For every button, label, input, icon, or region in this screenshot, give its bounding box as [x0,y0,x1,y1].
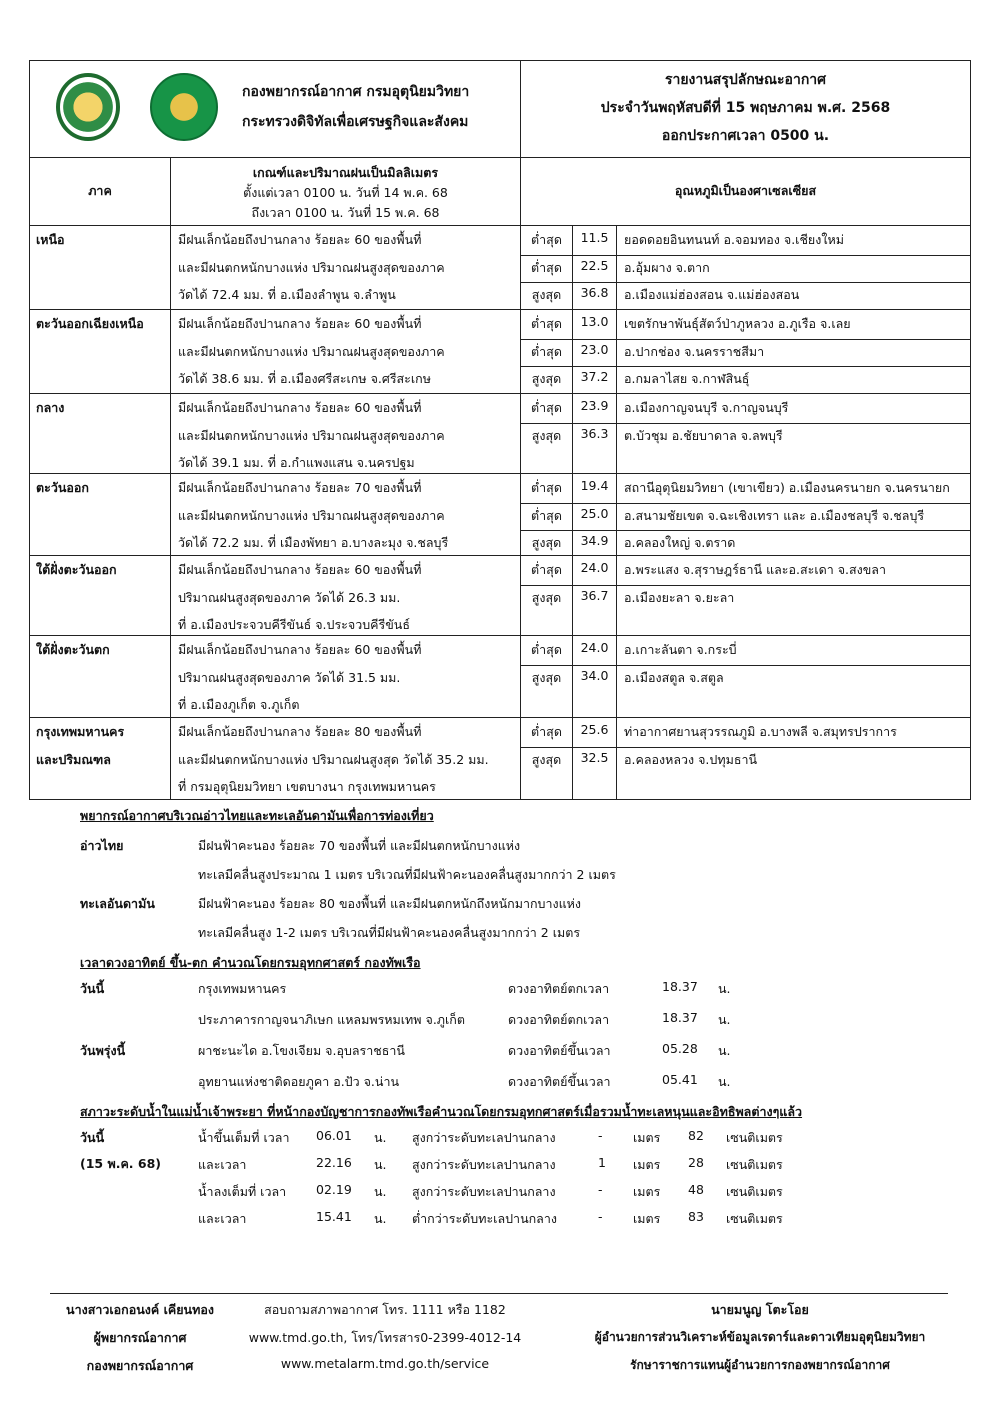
rain-summary-line: มีฝนเล็กน้อยถึงปานกลาง ร้อยละ 60 ของพื้นที่ [178,400,422,415]
forecaster-dept: กองพยากรณ์อากาศ [86,1358,194,1373]
temp-type: สูงสุด [531,751,562,767]
tide-ref: ต่ำกว่าระดับทะเลปานกลาง [412,1211,557,1226]
temp-type: ต่ำสุด [531,316,562,331]
rain-summary-line: และมีฝนตกหนักบางแห่ง ปริมาณฝนสูงสุดของภาค [178,507,445,523]
director-title: ผู้อำนวยการส่วนวิเคราะห์ข้อมูลเรดาร์และดาวเทียมอุตุนิยมวิทยา [594,1330,926,1344]
temp-location: อ.อุ้มผาง จ.ตาก [624,259,710,275]
tide-mu: เมตร [633,1130,661,1145]
director-acting-title: รักษาราชการแทนผู้อำนวยการกองพยากรณ์อากาศ [630,1358,890,1372]
sea-forecast-line: ทะเลมีคลื่นสูงประมาณ 1 เมตร บริเวณที่มีฝนฟ้าคะนองคลื่นสูงมากกว่า 2 เมตร [198,867,616,882]
temp-type: ต่ำสุด [531,562,562,577]
temp-row-divider [521,423,970,424]
rain-summary-line: มีฝนเล็กน้อยถึงปานกลาง ร้อยละ 60 ของพื้นที่ [178,232,422,247]
temp-type: ต่ำสุด [531,724,562,739]
temp-type: สูงสุด [531,427,562,443]
col-rain-period-start: ตั้งแต่เวลา 0100 น. วันที่ 14 พ.ค. 68 [243,185,448,200]
tide-ref: สูงกว่าระดับทะเลปานกลาง [412,1184,556,1199]
rain-summary-line: วัดได้ 39.1 มม. ที่ อ.กำแพงแสน จ.นครปฐม [178,455,415,470]
tourism-title: พยากรณ์อากาศบริเวณอ่าวไทยและทะเลอันดามันเพื่อการท่องเที่ยว [80,808,434,823]
sun-day: วันพรุ่งนี้ [80,1043,126,1058]
rain-summary-line: มีฝนเล็กน้อยถึงปานกลาง ร้อยละ 80 ของพื้นที่ [178,724,422,739]
temp-value: 23.0 [580,341,609,357]
report-date: ประจำวันพฤหัสบดีที่ 15 พฤษภาคม พ.ศ. 2568 [600,100,891,116]
forecaster-name: นางสาวเอกอนงค์ เคียนทอง [66,1302,214,1317]
sun-unit: น. [718,1012,731,1027]
sun-time: 18.37 [662,1010,698,1025]
tide-title: สภาวะระดับน้ำในแม่น้ำเจ้าพระยา ที่หน้ากองบัญชาการกองทัพเรือคำนวณโดยกรมอุทกศาสตร์เมื่อรวมน้ำทะเลหนุนและอิทธิพลต่างๆแล้ว [80,1104,803,1119]
temp-location: ยอดดอยอินทนนท์ อ.จอมทอง จ.เชียงใหม่ [624,232,844,247]
ministry-logo [56,73,120,141]
temp-type: สูงสุด [531,535,562,550]
temp-value: 34.0 [580,667,609,683]
rain-summary-line: และมีฝนตกหนักบางแห่ง ปริมาณฝนสูงสุด วัดได้ 35.2 มม. [178,751,489,767]
tide-u: น. [374,1184,387,1199]
temp-type: ต่ำสุด [531,259,562,275]
tmd-logo [150,73,218,141]
temp-location: ต.บัวชุม อ.ชัยบาดาล จ.ลพบุรี [624,427,783,443]
temp-location: อ.เมืองสตูล จ.สตูล [624,669,724,685]
temp-row-divider [521,366,970,367]
tide-m: 1 [598,1155,606,1170]
temp-value: 25.0 [580,505,609,521]
temp-row-divider [521,503,970,504]
sun-title: เวลาดวงอาทิตย์ ขึ้น-ตก คำนวณโดยกรมอุทกศาสตร์ กองทัพเรือ [80,955,421,970]
temp-location: อ.ปากช่อง จ.นครราชสีมา [624,343,765,359]
sun-place: ประภาคารกาญจนาภิเษก แหลมพรหมเทพ จ.ภูเก็ต [198,1012,465,1027]
rain-summary-line: มีฝนเล็กน้อยถึงปานกลาง ร้อยละ 60 ของพื้นที่ [178,316,422,331]
rain-summary-line: ปริมาณฝนสูงสุดของภาค วัดได้ 26.3 มม. [178,589,401,605]
forecaster-role: ผู้พยากรณ์อากาศ [93,1330,187,1345]
temp-value: 24.0 [580,560,609,575]
org-name: กองพยากรณ์อากาศ กรมอุตุนิยมวิทยา [242,84,470,100]
sun-unit: น. [718,1074,731,1089]
rain-summary-line: ปริมาณฝนสูงสุดของภาค วัดได้ 31.5 มม. [178,669,401,685]
temp-row-divider [521,530,970,531]
tide-u: น. [374,1130,387,1145]
tide-cmu: เซนติเมตร [726,1157,783,1172]
temp-location: อ.เมืองกาญจนบุรี จ.กาญจนบุรี [624,400,789,415]
temp-value: 25.6 [580,722,609,737]
temp-type: ต่ำสุด [531,507,562,523]
temp-value: 36.7 [580,587,609,603]
temp-location: อ.พระแสง จ.สุราษฎร์ธานี และอ.สะเดา จ.สงขลา [624,562,886,577]
temp-location: เขตรักษาพันธุ์สัตว์ป่าภูหลวง อ.ภูเรือ จ.เลย [624,316,851,331]
temp-location: อ.สนามชัยเขต จ.ฉะเชิงเทรา และ อ.เมืองชลบุรี จ.ชลบุรี [624,507,925,523]
sun-event: ดวงอาทิตย์ตกเวลา [508,981,610,996]
director-name: นายมนูญ โตะโอย [711,1302,809,1317]
col-rain-period-end: ถึงเวลา 0100 น. วันที่ 15 พ.ค. 68 [251,205,440,220]
col-temp-header: อุณหภูมิเป็นองศาเซลเซียส [674,183,817,198]
rain-summary-line: มีฝนเล็กน้อยถึงปานกลาง ร้อยละ 70 ของพื้นที่ [178,480,422,495]
tide-label: และเวลา [198,1157,247,1172]
temp-value: 11.5 [580,230,609,245]
sun-place: อุทยานแห่งชาติดอยภูคา อ.ปัว จ.น่าน [198,1074,400,1089]
temp-row-divider [521,282,970,283]
tide-m: - [598,1182,603,1197]
sea-area-label: ทะเลอันดามัน [80,896,155,911]
region-name: ใต้ฝั่งตะวันออก [36,562,117,577]
temp-value: 36.3 [580,425,609,441]
sun-event: ดวงอาทิตย์ขึ้นเวลา [508,1074,611,1089]
tide-date: (15 พ.ค. 68) [80,1156,162,1171]
rain-summary-line: มีฝนเล็กน้อยถึงปานกลาง ร้อยละ 60 ของพื้นที่ [178,642,422,657]
weather-summary-table [29,60,971,800]
temp-location: อ.คลองใหญ่ จ.ตราด [624,535,736,550]
temp-location: อ.กมลาไสย จ.กาฬสินธุ์ [624,371,750,386]
temp-location: สถานีอุตุนิยมวิทยา (เขาเขียว) อ.เมืองนครนายก จ.นครนายก [624,480,950,495]
tide-cm: 83 [688,1209,704,1224]
region-name: และปริมณฑล [36,752,111,767]
temp-type: สูงสุด [531,371,562,386]
sea-forecast-line: มีฝนฟ้าคะนอง ร้อยละ 70 ของพื้นที่ และมีฝนตกหนักบางแห่ง [198,838,521,853]
temp-value: 22.5 [580,257,609,273]
temp-value: 36.8 [580,285,609,300]
temp-row-divider [521,665,970,666]
region-name: เหนือ [36,232,65,247]
temp-location: อ.คลองหลวง จ.ปทุมธานี [624,751,758,767]
tide-ref: สูงกว่าระดับทะเลปานกลาง [412,1157,556,1172]
sun-place: กรุงเทพมหานคร [198,981,287,996]
rain-summary-line: ที่ กรมอุตุนิยมวิทยา เขตบางนา กรุงเทพมหานคร [178,779,436,794]
rain-summary-line: วัดได้ 72.4 มม. ที่ อ.เมืองลำพูน จ.ลำพูน [178,287,396,302]
temp-location: อ.เกาะลันตา จ.กระบี่ [624,642,737,657]
report-title: รายงานสรุปลักษณะอากาศ [664,72,827,88]
contact-website[interactable]: www.tmd.go.th, โทร/โทรสาร0-2399-4012-14 [248,1330,522,1345]
region-name: กลาง [36,400,65,415]
sea-forecast-line: มีฝนฟ้าคะนอง ร้อยละ 80 ของพื้นที่ และมีฝนตกหนักถึงหนักมากบางแห่ง [198,896,581,911]
temp-type: ต่ำสุด [531,232,562,247]
temp-type: ต่ำสุด [531,480,562,495]
tide-label: น้ำขึ้นเต็มที่ เวลา [198,1130,290,1145]
temp-location: ท่าอากาศยานสุวรรณภูมิ อ.บางพลี จ.สมุทรปราการ [624,724,897,739]
col-rain-header: เกณฑ์และปริมาณฝนเป็นมิลลิเมตร [252,165,439,180]
tide-m: - [598,1128,603,1143]
tide-u: น. [374,1157,387,1172]
tide-label: และเวลา [198,1211,247,1226]
region-name: ตะวันออก [36,480,89,495]
tide-m: - [598,1209,603,1224]
sun-unit: น. [718,1043,731,1058]
temp-type: ต่ำสุด [531,400,562,415]
contact-service-link[interactable]: www.metalarm.tmd.go.th/service [280,1356,490,1371]
sun-time: 18.37 [662,979,698,994]
tide-u: น. [374,1211,387,1226]
sun-event: ดวงอาทิตย์ตกเวลา [508,1012,610,1027]
temp-value: 13.0 [580,314,609,329]
rain-summary-line: ที่ อ.เมืองภูเก็ต จ.ภูเก็ต [178,697,300,712]
contact-phone: สอบถามสภาพอากาศ โทร. 1111 หรือ 1182 [264,1302,506,1317]
rain-summary-line: และมีฝนตกหนักบางแห่ง ปริมาณฝนสูงสุดของภาค [178,343,445,359]
tide-day: วันนี้ [80,1130,105,1145]
col-region-header: ภาค [88,183,112,198]
region-name: กรุงเทพมหานคร [36,724,125,739]
region-name: ตะวันออกเฉียงเหนือ [36,316,144,331]
tide-time: 02.19 [316,1182,352,1197]
temp-value: 19.4 [580,478,609,493]
rain-summary-line: และมีฝนตกหนักบางแห่ง ปริมาณฝนสูงสุดของภาค [178,259,445,275]
tide-cmu: เซนติเมตร [726,1130,783,1145]
temp-value: 34.9 [580,533,609,548]
region-name: ใต้ฝั่งตะวันตก [36,642,110,657]
temp-location: อ.เมืองแม่ฮ่องสอน จ.แม่ฮ่องสอน [624,287,800,302]
report-issue-time: ออกประกาศเวลา 0500 น. [661,128,830,144]
sea-area-label: อ่าวไทย [80,838,124,853]
tide-ref: สูงกว่าระดับทะเลปานกลาง [412,1130,556,1145]
sun-day: วันนี้ [80,981,105,996]
tide-label: น้ำลงเต็มที่ เวลา [198,1184,287,1199]
temp-value: 32.5 [580,749,609,765]
tide-cmu: เซนติเมตร [726,1184,783,1199]
rain-summary-line: มีฝนเล็กน้อยถึงปานกลาง ร้อยละ 60 ของพื้นที่ [178,562,422,577]
sea-forecast-line: ทะเลมีคลื่นสูง 1-2 เมตร บริเวณที่มีฝนฟ้าคะนองคลื่นสูงมากกว่า 2 เมตร [198,925,581,940]
temp-value: 23.9 [580,398,609,413]
rain-summary-line: วัดได้ 72.2 มม. ที่ เมืองพัทยา อ.บางละมุง จ.ชลบุรี [178,535,449,550]
temp-value: 24.0 [580,640,609,655]
sun-place: ผาชะนะได อ.โขงเจียม จ.อุบลราชธานี [198,1043,405,1058]
sun-time: 05.28 [662,1041,698,1056]
temp-row-divider [521,255,970,256]
ministry-name: กระทรวงดิจิทัลเพื่อเศรษฐกิจและสังคม [242,114,469,130]
rain-summary-line: และมีฝนตกหนักบางแห่ง ปริมาณฝนสูงสุดของภาค [178,427,445,443]
rain-summary-line: ที่ อ.เมืองประจวบคีรีขันธ์ จ.ประจวบคีรีขันธ์ [178,617,410,632]
tide-mu: เมตร [633,1184,661,1199]
temp-type: สูงสุด [531,669,562,685]
tide-cmu: เซนติเมตร [726,1211,783,1226]
tide-time: 06.01 [316,1128,352,1143]
rain-summary-line: วัดได้ 38.6 มม. ที่ อ.เมืองศรีสะเกษ จ.ศรีสะเกษ [178,371,431,386]
temp-type: สูงสุด [531,287,562,302]
temp-type: ต่ำสุด [531,642,562,657]
temp-row-divider [521,747,970,748]
tide-time: 22.16 [316,1155,352,1170]
tide-cm: 82 [688,1128,704,1143]
temp-type: สูงสุด [531,589,562,605]
sun-event: ดวงอาทิตย์ขึ้นเวลา [508,1043,611,1058]
tide-cm: 28 [688,1155,704,1170]
temp-type: ต่ำสุด [531,343,562,359]
temp-location: อ.เมืองยะลา จ.ยะลา [624,589,735,605]
tide-mu: เมตร [633,1157,661,1172]
sun-time: 05.41 [662,1072,698,1087]
temp-row-divider [521,339,970,340]
temp-value: 37.2 [580,369,609,384]
tide-time: 15.41 [316,1209,352,1224]
temp-row-divider [521,585,970,586]
tide-cm: 48 [688,1182,704,1197]
tide-mu: เมตร [633,1211,661,1226]
sun-unit: น. [718,981,731,996]
